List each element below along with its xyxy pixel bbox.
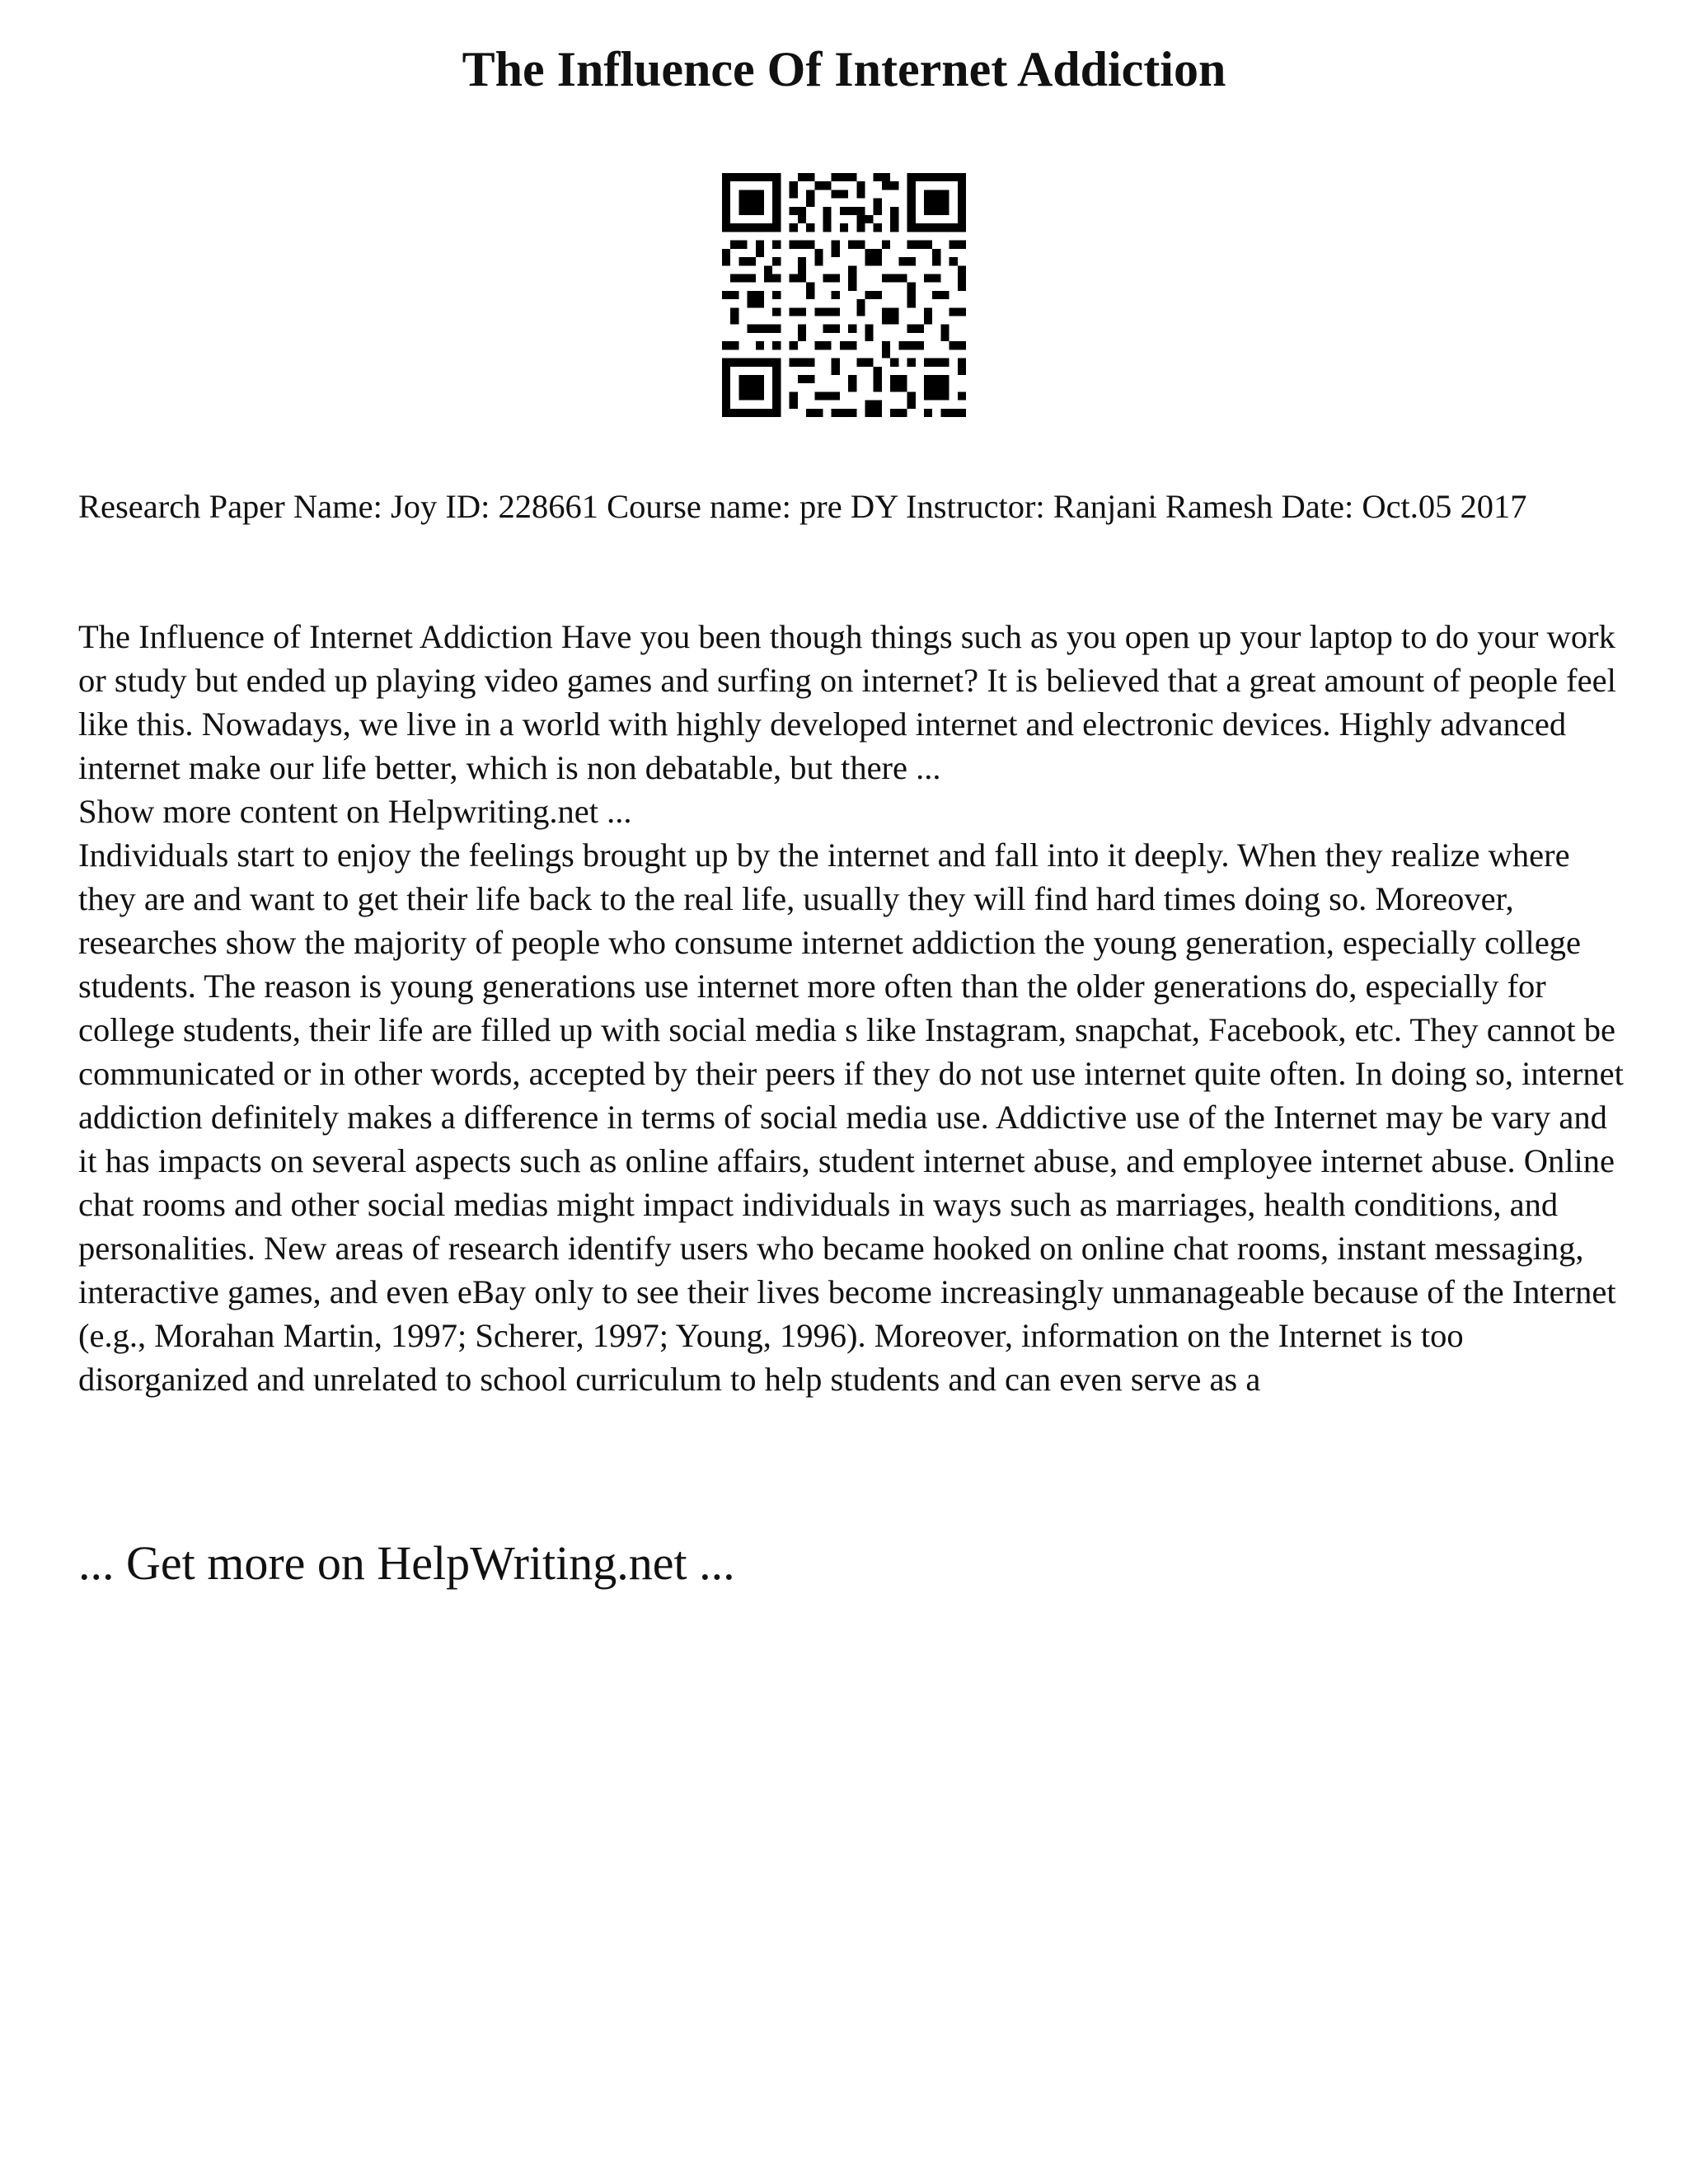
paragraph-main: Individuals start to enjoy the feelings brought up by the internet and fall into it deeply. When they realize where they are and want to get their life back to the real life, usually they will find hard times doing so. Moreover, researches show the majority of people who consume internet addiction the young generation, especially college students. The reason is young generations use internet more often than the older generations do, especially for college students, their life are filled up with social media s like Instagram, snapchat, Facebook, etc. They cannot be communicated or in other words, accepted by their peers if they do not use internet quite often. In doing so, internet addiction definitely makes a difference in terms of social media use. Addictive use of the Internet may be vary and it has impacts on several aspects such as online affairs, student internet abuse, and employee internet abuse. Online chat rooms and other social medias might impact individuals in ways such as marriages, health conditions, and personalities. New areas of research identify users who became hooked on online chat rooms, instant messaging, interactive games, and even eBay only to see their lives become increasingly unmanageable because of the Internet (e.g., Morahan Martin, 1997; Scherer, 1997; Young, 1996). Moreover, information on the Internet is too disorganized and unrelated to school curriculum to help students and can even serve as a — [78, 837, 1624, 1398]
meta-line: Research Paper Name: Joy ID: 228661 Course name: pre DY Instructor: Ranjani Ramesh Date: Oct.05 2017 — [78, 488, 1527, 525]
get-more-link[interactable]: ... Get more on HelpWriting.net ... — [78, 1536, 735, 1590]
qr-code — [722, 173, 966, 417]
qr-code-icon — [722, 173, 966, 417]
page-title: The Influence Of Internet Addiction — [462, 42, 1226, 96]
paragraph-intro: The Influence of Internet Addiction Have you been though things such as you open up your laptop to do your work or study but ended up playing video games and surfing on internet? It is believed that a great amount of people feel like this. Nowadays, we live in a world with highly developed internet and electronic devices. Highly advanced internet make our life better, which is non debatable, but there ... — [78, 618, 1616, 786]
show-more-link[interactable]: Show more content on Helpwriting.net ... — [78, 793, 632, 830]
body-text — [78, 615, 1628, 1401]
